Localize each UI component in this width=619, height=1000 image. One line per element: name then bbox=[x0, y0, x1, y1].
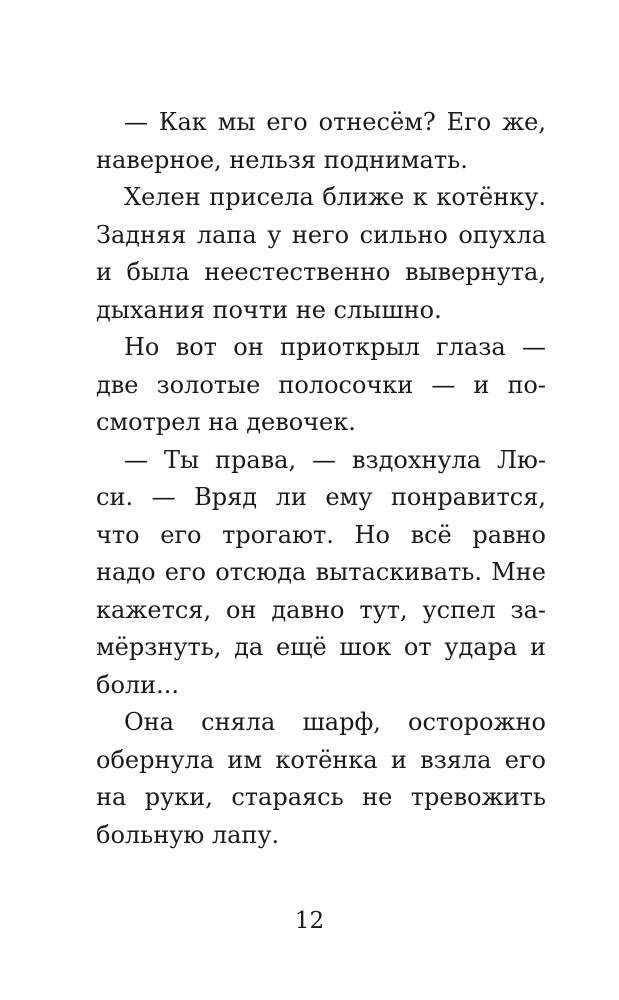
text-line: больную лапу. bbox=[96, 820, 280, 849]
text-line: смотрел на девочек. bbox=[96, 408, 356, 436]
text-line: боли... bbox=[96, 670, 180, 699]
text-line: надо его отсюда вытаскивать. Мне bbox=[96, 558, 546, 586]
text-line: мёрзнуть, да ещё шок от удара и bbox=[96, 633, 546, 661]
text-line: наверное, нельзя поднимать. bbox=[96, 145, 468, 174]
text-line: дыхания почти не слышно. bbox=[96, 295, 442, 324]
text-line: — Ты права, — вздохнула Лю- bbox=[124, 445, 546, 474]
text-line: Она сняла шарф, осторожно bbox=[124, 708, 546, 736]
text-line: Задняя лапа у него сильно опухла bbox=[96, 220, 546, 249]
text-line: Но вот он приоткрыл глаза — bbox=[124, 333, 546, 361]
book-page-text bbox=[96, 104, 546, 854]
text-line: обернула им котёнка и взяла его bbox=[96, 745, 546, 774]
text-line: — Как мы его отнесём? Его же, bbox=[124, 108, 546, 136]
text-line: си. — Вряд ли ему понравится, bbox=[96, 483, 546, 511]
text-line: на руки, стараясь не тревожить bbox=[96, 783, 546, 811]
page-number: 12 bbox=[294, 908, 325, 934]
text-line: и была неестественно вывернута, bbox=[96, 258, 546, 286]
text-line: две золотые полосочки — и по- bbox=[96, 370, 546, 399]
text-line: Хелен присела ближе к котёнку. bbox=[124, 183, 546, 211]
text-line: кажется, он давно тут, успел за- bbox=[96, 595, 546, 624]
text-line: что его трогают. Но всё равно bbox=[96, 520, 546, 549]
